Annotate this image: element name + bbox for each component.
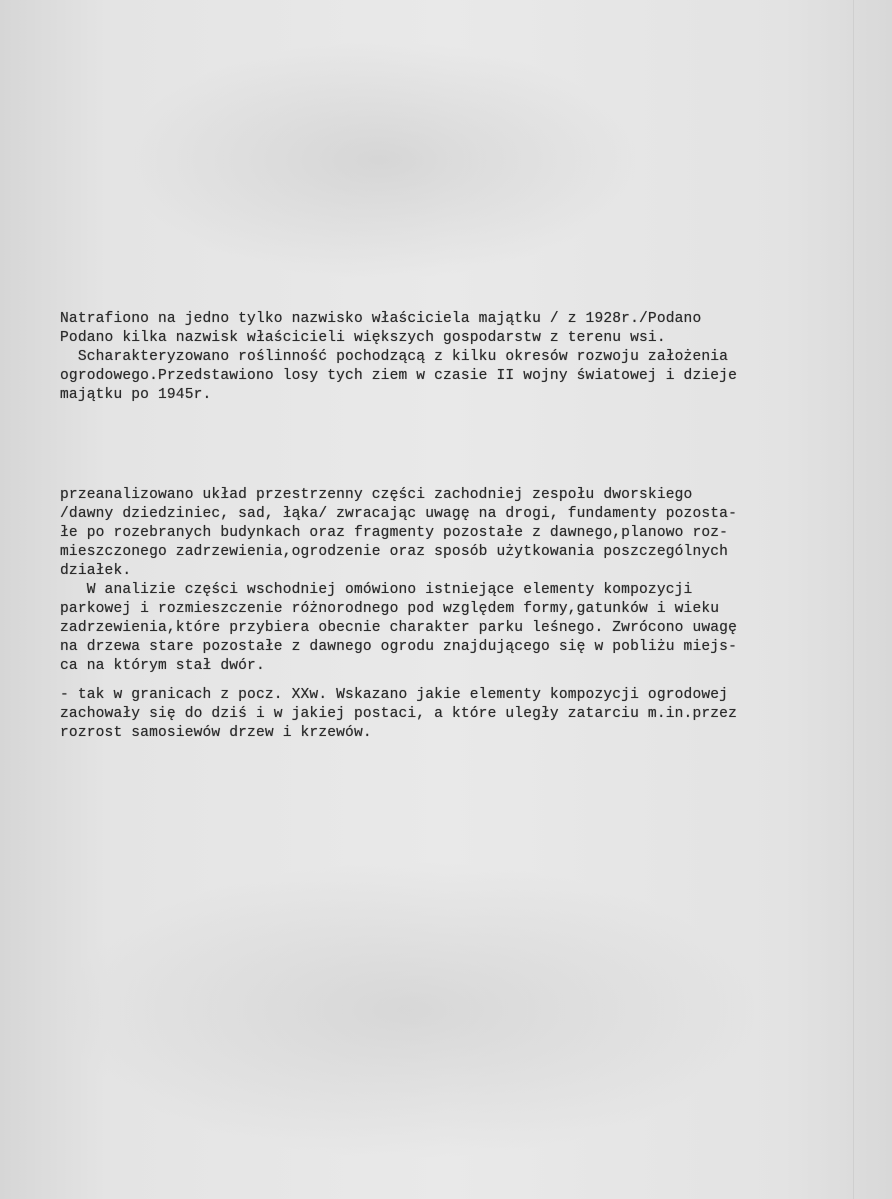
paragraph-conclusion	[60, 686, 860, 743]
text-line: zachowały się do dziś i w jakiej postaci, a które uległy zatarciu m.in.przez	[60, 706, 737, 722]
paragraph-analysis	[60, 486, 860, 676]
text-line: Podano kilka nazwisk właścicieli większych gospodarstw z terenu wsi.	[60, 330, 666, 346]
text-line: mieszczonego zadrzewienia,ogrodzenie oraz sposób użytkowania poszczególnych	[60, 544, 729, 560]
paragraph-summary	[60, 310, 860, 405]
text-line: W analizie części wschodniej omówiono istniejące elementy kompozycji	[60, 582, 693, 598]
text-line: działek.	[60, 563, 132, 579]
paper-stain	[120, 40, 640, 280]
text-line: zadrzewienia,które przybiera obecnie charakter parku leśnego. Zwrócono uwagę	[60, 620, 737, 636]
text-line: ogrodowego.Przedstawiono losy tych ziem w czasie II wojny światowej i dzieje	[60, 368, 737, 384]
text-line: Natrafiono na jedno tylko nazwisko właściciela majątku / z 1928r./Podano	[60, 311, 702, 327]
text-line: łe po rozebranych budynkach oraz fragmenty pozostałe z dawnego,planowo roz-	[60, 525, 729, 541]
text-line: przeanalizowano układ przestrzenny części zachodniej zespołu dworskiego	[60, 487, 693, 503]
text-line: ca na którym stał dwór.	[60, 658, 265, 674]
text-line: parkowej i rozmieszczenie różnorodnego pod względem formy,gatunków i wieku	[60, 601, 720, 617]
text-line: rozrost samosiewów drzew i krzewów.	[60, 725, 372, 741]
text-line: - tak w granicach z pocz. XXw. Wskazano jakie elementy kompozycji ogrodowej	[60, 687, 729, 703]
text-line: Scharakteryzowano roślinność pochodzącą z kilku okresów rozwoju założenia	[60, 349, 729, 365]
text-line: na drzewa stare pozostałe z dawnego ogrodu znajdującego się w pobliżu miejs-	[60, 639, 737, 655]
text-line: majątku po 1945r.	[60, 387, 212, 403]
text-line: /dawny dziedziniec, sad, łąka/ zwracając uwagę na drogi, fundamenty pozosta-	[60, 506, 737, 522]
paper-stain	[60, 860, 760, 1160]
